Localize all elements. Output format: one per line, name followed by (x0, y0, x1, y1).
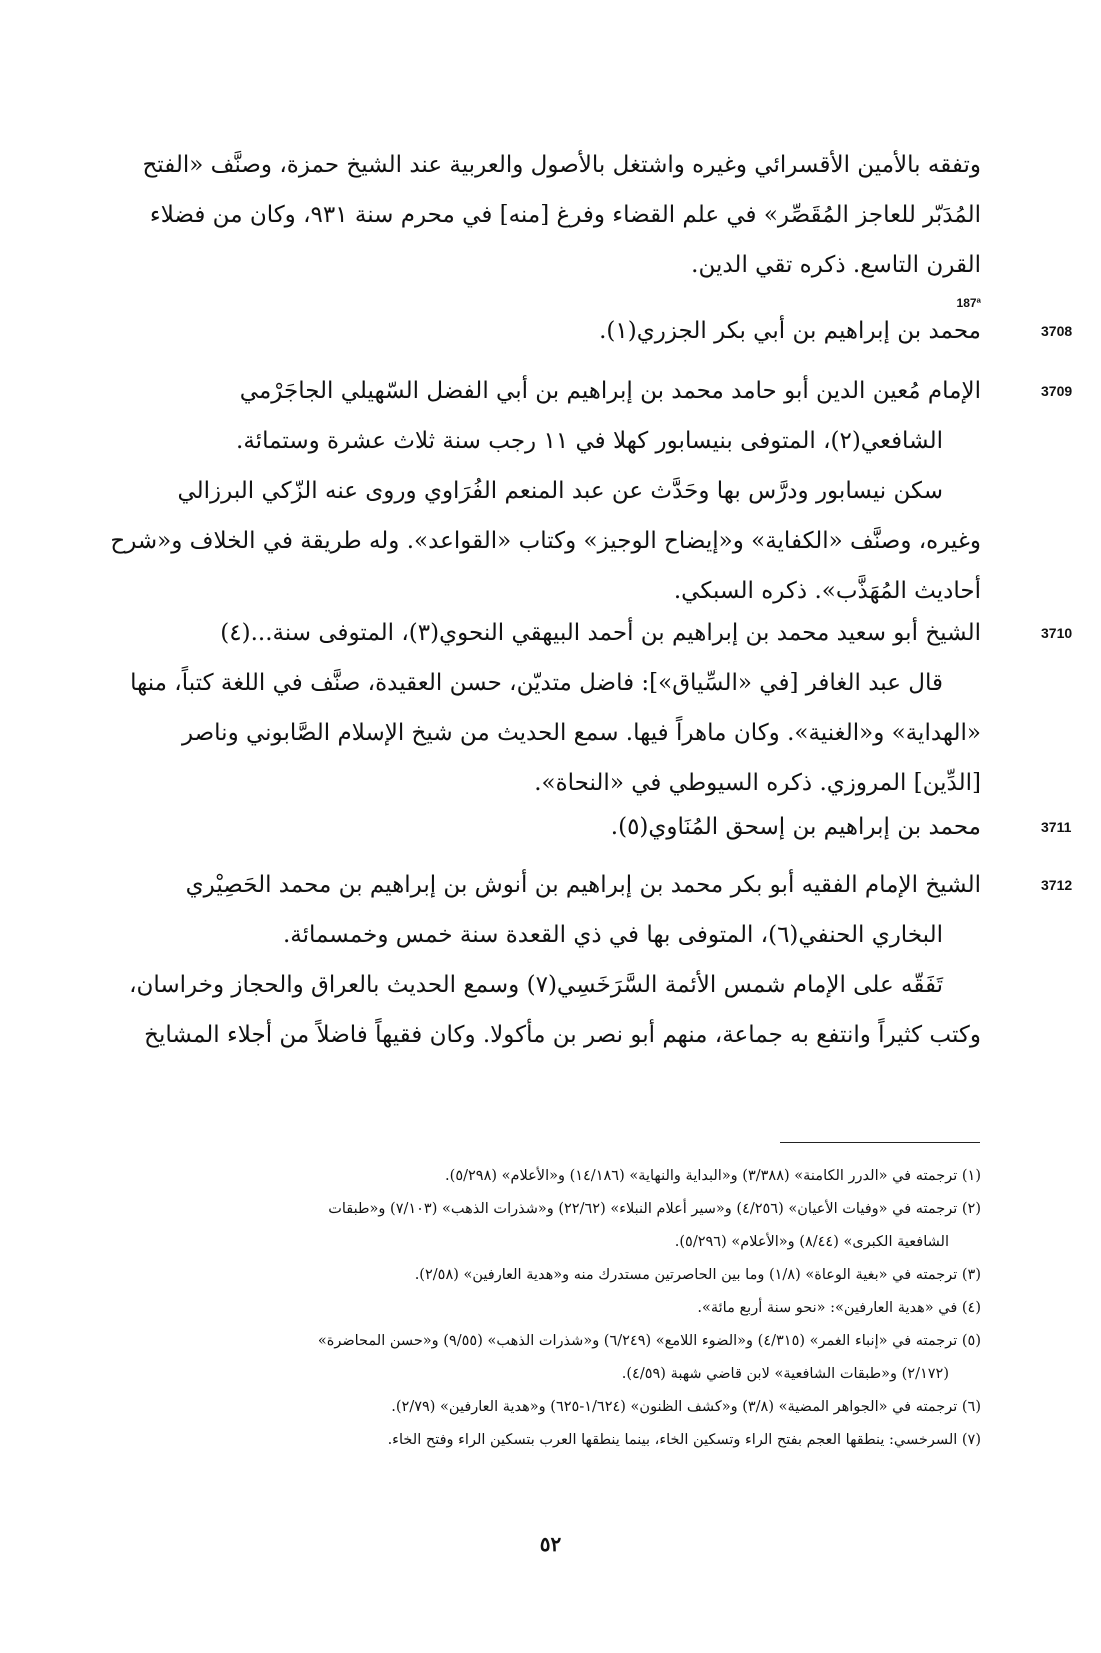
footnote-5: (٥) ترجمته في «إنباء الغمر» (٤/٣١٥) و«الضوء اللامع» (٦/٢٤٩) و«شذرات الذهب» (٩/٥٥) و«حسن المحاضرة» (317, 1333, 981, 1349)
footnote-2: (٢) ترجمته في «وفيات الأعيان» (٤/٢٥٦) و«سير أعلام النبلاء» (٢٢/٦٢) و«شذرات الذهب» (٧/١٠٣) و«طبقات (328, 1201, 981, 1217)
entry-number: 3708 (1041, 323, 1073, 339)
intro-line-1: وتفقه بالأمين الأقسرائي وغيره واشتغل بالأصول والعربية عند الشيخ حمزة، وصنَّف «الفتح (142, 152, 981, 178)
footnote-separator (780, 1142, 980, 1143)
intro-paragraph (110, 140, 981, 290)
entry-3710 (110, 608, 1073, 808)
footnote-6: (٦) ترجمته في «الجواهر المضية» (٣/٨) و«كشف الظنون» (١/٦٢٤-٦٢٥) و«هدية العارفين» (٢/٧٩). (391, 1399, 981, 1415)
entry-number: 3711 (1041, 819, 1072, 835)
footnote-2-continued: الشافعية الكبرى» (٨/٤٤) و«الأعلام» (٥/٢٩٦). (674, 1234, 949, 1250)
entry-body-line-1: تَفَقّه على الإمام شمس الأئمة السَّرَخَسِي(٧) وسمع الحديث بالعراق والحجاز وخراسان، (129, 972, 943, 998)
entry-number: 3710 (1041, 625, 1073, 641)
entry-body-line-3: أحاديث المُهَذَّب». ذكره السبكي. (673, 578, 981, 604)
entry-body-line-1: سكن نيسابور ودرَّس بها وحَدَّث عن عبد المنعم الفُرَاوي وروى عنه الزّكي البرزالي (177, 478, 943, 504)
footnote-7: (٧) السرخسي: ينطقها العجم بفتح الراء وتسكين الخاء، بينما ينطقها العرب بتسكين الراء وفتح الخاء. (387, 1432, 981, 1448)
footnote-4: (٤) في «هدية العارفين»: «نحو سنة أربع مائة». (697, 1300, 981, 1316)
entry-text: محمد بن إبراهيم بن أبي بكر الجزري(١). (599, 318, 981, 344)
entry-text: محمد بن إبراهيم بن إسحق المُنَاوي(٥). (610, 814, 981, 840)
entry-number: 3709 (1041, 383, 1073, 399)
page-number: ٥٢ (539, 1532, 562, 1556)
intro-line-2: المُدَبّر للعاجز المُقَصِّر» في علم القضاء وفرغ [منه] في محرم سنة ٩٣١، وكان من فضلاء (149, 202, 981, 228)
entry-body-line-1: قال عبد الغافر [في «السِّياق»]: فاضل متديّن، حسن العقيدة، صنَّف في اللغة كتباً، منها (130, 670, 943, 696)
footnote-1: (١) ترجمته في «الدرر الكامنة» (٣/٣٨٨) و«البداية والنهاية» (١٤/١٨٦) و«الأعلام» (٥/٢٩٨). (445, 1168, 981, 1184)
entry-3708 (110, 306, 1073, 356)
footnote-3: (٣) ترجمته في «بغية الوعاة» (١/٨) وما بين الحاصرتين مستدرك منه و«هدية العارفين» (٢/٥٨). (414, 1267, 981, 1283)
footnote-5-continued: (٢/١٧٢) و«طبقات الشافعية» لابن قاضي شهبة (٤/٥٩). (621, 1366, 949, 1382)
entry-heading-line-1: الشيخ الإمام الفقيه أبو بكر محمد بن إبراهيم بن أنوش بن إبراهيم بن محمد الحَصِيْري (185, 872, 981, 898)
entry-3712 (110, 860, 1073, 1060)
entry-heading-line-1: الإمام مُعين الدين أبو حامد محمد بن إبراهيم بن أبي الفضل السّهيلي الجاجَرْمي (239, 378, 981, 404)
entry-3711 (110, 802, 1072, 852)
manuscript-folio-marker: 187ª (956, 296, 981, 310)
entry-3709 (110, 366, 1073, 616)
footnotes (110, 1160, 981, 1457)
entry-number: 3712 (1041, 877, 1073, 893)
entry-body-line-2: وكتب كثيراً وانتفع به جماعة، منهم أبو نصر بن مأكولا. وكان فقيهاً فاضلاً من أجلاء المشايخ (144, 1022, 981, 1048)
entry-body-line-2: وغيره، وصنَّف «الكفاية» و«إيضاح الوجيز» وكتاب «القواعد». وله طريقة في الخلاف و«شرح (110, 528, 981, 554)
entry-heading-line-1: الشيخ أبو سعيد محمد بن إبراهيم بن أحمد البيهقي النحوي(٣)، المتوفى سنة...(٤) (220, 620, 981, 646)
entry-heading-line-2: الشافعي(٢)، المتوفى بنيسابور كهلا في ١١ رجب سنة ثلاث عشرة وستمائة. (236, 428, 943, 454)
entry-heading-line-2: البخاري الحنفي(٦)، المتوفى بها في ذي القعدة سنة خمس وخمسمائة. (282, 922, 943, 948)
intro-line-3: القرن التاسع. ذكره تقي الدين. (691, 252, 981, 278)
entry-body-line-3: [الدِّين] المروزي. ذكره السيوطي في «النحاة». (534, 770, 981, 796)
entry-body-line-2: «الهداية» و«الغنية». وكان ماهراً فيها. سمع الحديث من شيخ الإسلام الصَّابوني وناصر (181, 720, 981, 746)
